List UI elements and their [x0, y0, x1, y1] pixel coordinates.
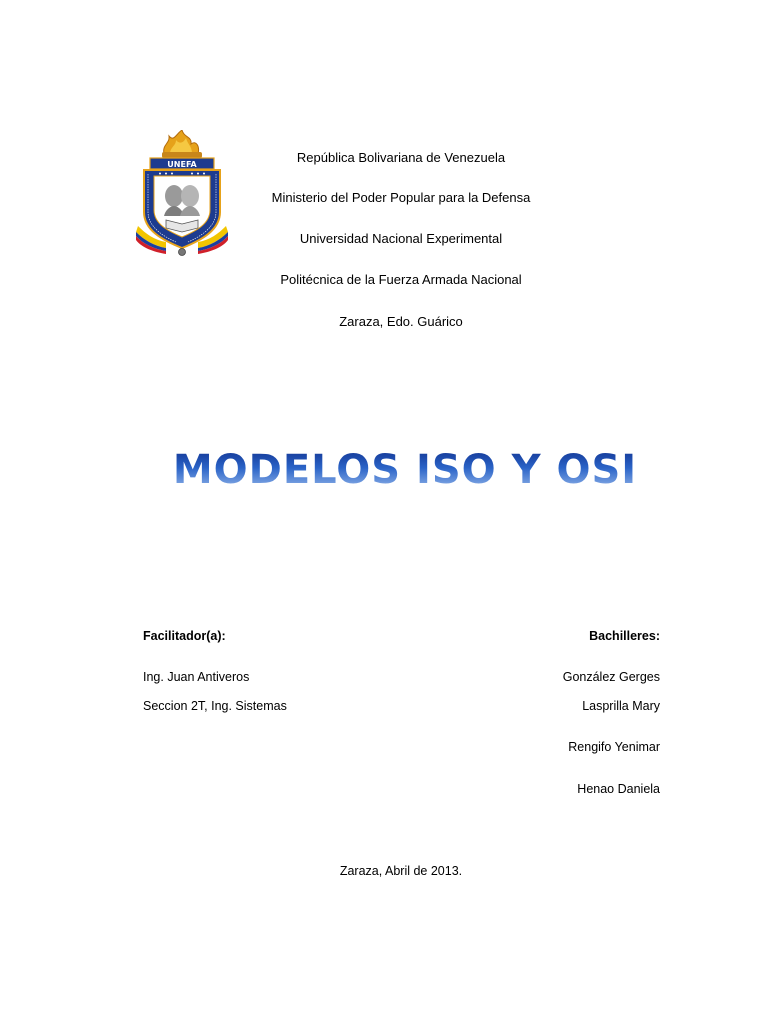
student-name: González Gerges [562, 670, 660, 684]
student-name: Henao Daniela [577, 782, 660, 796]
logo-banner-text: UNEFA [167, 160, 197, 169]
student-name: Lasprilla Mary [582, 699, 660, 713]
student-name: Rengifo Yenimar [568, 740, 660, 754]
unefa-crest-logo [136, 130, 228, 258]
header-line-university: Universidad Nacional Experimental [299, 231, 503, 246]
header-line-polytechnic: Politécnica de la Fuerza Armada Nacional [280, 272, 522, 287]
document-title: MODELOS ISO Y OSI [150, 446, 660, 494]
header-line-ministry: Ministerio del Poder Popular para la Defensa [271, 190, 531, 205]
flame-crown-icon [162, 130, 202, 158]
facilitator-name: Ing. Juan Antiveros [143, 670, 250, 684]
footer-place-date: Zaraza, Abril de 2013. [339, 864, 463, 878]
students-label: Bachilleres: [589, 629, 660, 643]
header-line-location: Zaraza, Edo. Guárico [339, 314, 463, 329]
facilitator-label: Facilitador(a): [143, 629, 226, 643]
facilitator-section: Seccion 2T, Ing. Sistemas [143, 699, 287, 713]
header-line-republic: República Bolivariana de Venezuela [296, 150, 506, 165]
